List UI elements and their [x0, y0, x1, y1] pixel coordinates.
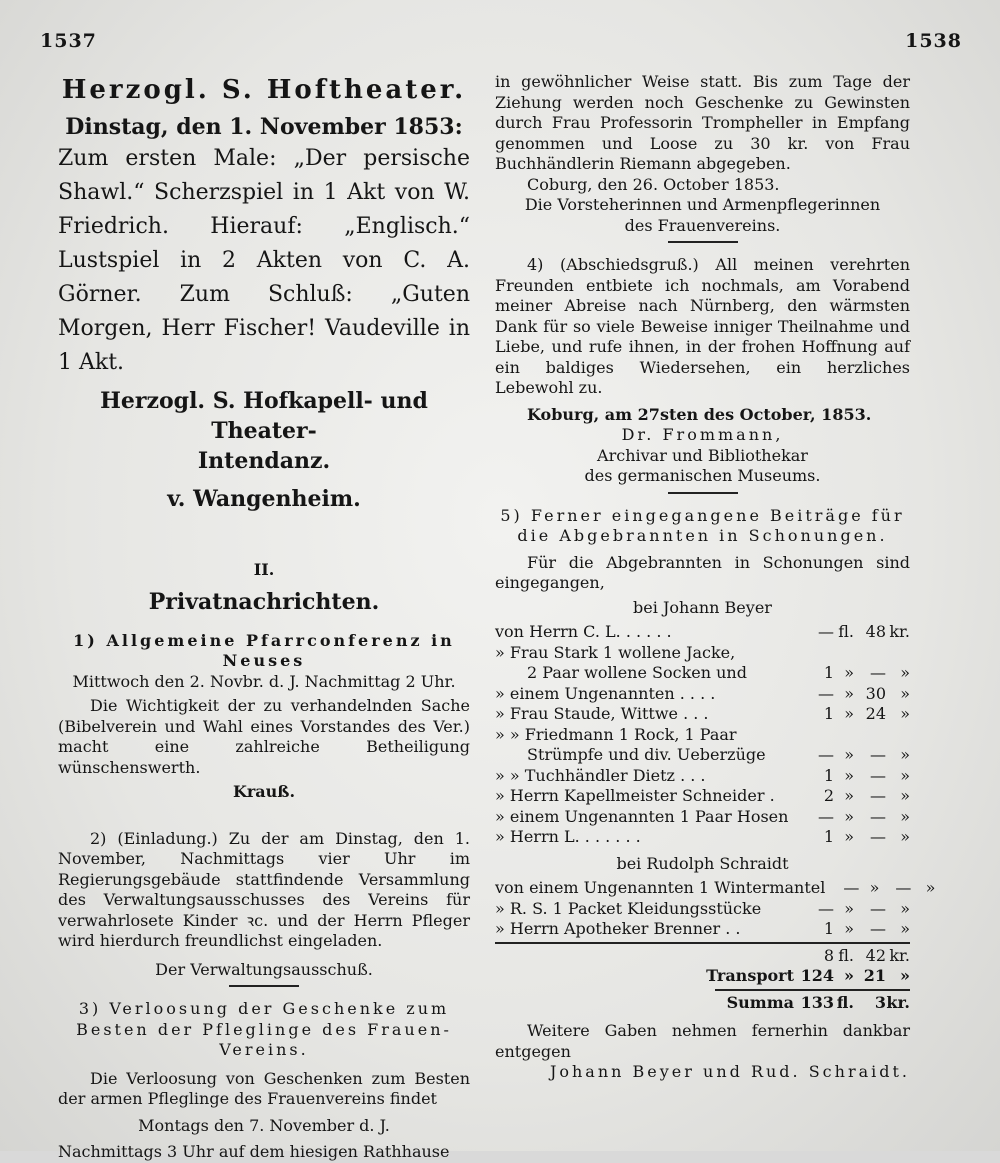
theatre-program: Zum ersten Male: „Der persische Shawl.“ Scherzspiel in 1 Akt von W. Friedrich. Hierauf: „Englisch.“ Lustspiel in 2 Akten von C. A. Görner. Zum Schluß: „Guten Morgen, Herr Fischer! Vaudeville in 1 Akt. — [58, 146, 470, 375]
divider-rule — [229, 985, 299, 987]
donation-row: » Frau Stark 1 wollene Jacke, — [495, 642, 736, 662]
right-column — [495, 72, 936, 1083]
item1-signature: Krauß. — [232, 782, 296, 801]
item2-signature: Der Verwaltungsausschuß. — [155, 959, 373, 979]
donation-row: » R. S. 1 Packet Kleidungsstücke — » — » — [495, 898, 910, 918]
item1-title: 1) Allgemeine Pfarrconferenz in Neuses — [73, 630, 455, 670]
section-title: Privatnachrichten. — [148, 588, 380, 615]
page-number-right: 1538 — [905, 30, 962, 52]
donation-row: » Frau Staude, Wittwe . . . 1 » 24 » — [495, 704, 910, 723]
donation-row: Strümpfe und div. Ueberzüge — » — » — [527, 745, 910, 764]
donation-row: 2 Paar wollene Socken und 1 » — » — [527, 663, 910, 682]
divider-rule — [668, 241, 738, 243]
item3-signature-2: des Frauenvereins. — [624, 215, 781, 235]
left-column — [58, 72, 470, 1163]
item3-text: Die Verloosung von Geschenken zum Besten der armen Pfleglinge des Frauenvereins findet — [58, 1068, 470, 1108]
item3-date: Montags den 7. November d. J. — [138, 1115, 390, 1135]
item3-title: 3) Verloosung der Geschenke zum Besten der Pfleglinge des Frauen-Vereins. — [76, 999, 452, 1059]
closing-text: Weitere Gaben nehmen fernerhin dankbar entgegen — [495, 1021, 910, 1061]
donation-row: » » Friedmann 1 Rock, 1 Paar — [495, 724, 737, 744]
donation-row: von einem Ungenannten 1 Wintermantel — » — » — [495, 878, 936, 897]
intendant-name: v. Wangenheim. — [167, 486, 361, 512]
donation-row: » Herrn Kapellmeister Schneider . 2 » — » — [495, 786, 910, 805]
donation-row: » Herrn L. . . . . . . 1 » — » — [495, 827, 910, 846]
item1-when: Mittwoch den 2. Novbr. d. J. Nachmittag 2 Uhr. — [72, 671, 456, 691]
divider-rule — [668, 492, 738, 494]
transport-row: Transport 124 » 21 » — [706, 966, 910, 985]
item1-text: Die Wichtigkeit der zu verhandelnden Sache (Bibelverein und Wahl eines Vorstandes des Ver.) macht eine zahlreiche Betheiligung wünschenswerth. — [58, 696, 470, 777]
beyer-donation-list — [495, 622, 910, 848]
donation-row: » » Tuchhändler Dietz . . . 1 » — » — [495, 765, 910, 785]
item4-signature-museum: des germanischen Museums. — [584, 466, 821, 485]
schraidt-heading: bei Rudolph Schraidt — [616, 853, 789, 873]
item5-text: Für die Abgebrannten in Schonungen sind eingegangen, — [495, 552, 910, 592]
item4-text: 4) (Abschiedsgruß.) All meinen verehrten Freunden entbiete ich nochmals, am Vorabend meiner Abreise nach Nürnberg, den wärmsten Dank für so viele Beweise inniger Theilnahme und Liebe, und rufe ihnen, in der frohen Hoffnung auf ein baldiges Wiedersehen, ein herzliches Lebewohl zu. — [495, 255, 910, 397]
item2-text: 2) (Einladung.) Zu der am Dinstag, den 1. November, Nachmittags vier Uhr im Regierungsgebäude stattfindende Versammlung des Verwaltungsausschusses des Vereins für verwahrlosete Kinder ꝛc. und der Herrn Pfleger wird hierdurch freundlichst eingeladen. — [58, 828, 470, 950]
schraidt-donation-list — [495, 878, 936, 940]
item3-time: Nachmittags 3 Uhr auf dem hiesigen Rathhause — [58, 1142, 450, 1161]
section-number: II. — [253, 560, 275, 579]
donation-row: von Herrn C. L. . . . . . — fl. 48 kr. — [495, 622, 910, 641]
subtotal-rule — [495, 942, 910, 944]
item4-place-date: Koburg, am 27sten des October, 1853. — [527, 404, 872, 424]
item3-continuation: in gewöhnlicher Weise statt. Bis zum Tage der Ziehung werden noch Geschenke zu Gewinsten durch Frau Professorin Trompheller in Empfang genommen und Loose zu 30 kr. von Frau Buchhändlerin Riemann abgegeben. — [495, 72, 910, 173]
item4-signature-name: Dr. Frommann, — [621, 425, 784, 444]
total-rule — [715, 989, 910, 991]
beyer-heading: bei Johann Beyer — [633, 597, 772, 617]
page-number-left: 1537 — [40, 30, 97, 52]
item3-signature-1: Die Vorsteherinnen und Armenpflegerinnen — [524, 195, 881, 214]
donation-row: » einem Ungenannten . . . . — » 30 » — [495, 683, 910, 703]
donation-row: » Herrn Apotheker Brenner . . 1 » — » — [495, 919, 910, 938]
closing-signature: Johann Beyer und Rud. Schraidt. — [549, 1062, 910, 1081]
theatre-date: Dinstag, den 1. November 1853: — [65, 114, 463, 140]
summa-row: Summa 133 fl. 3 kr. — [726, 992, 910, 1012]
theatre-heading: Herzogl. S. Hoftheater. — [61, 75, 467, 105]
item3-place-date: Coburg, den 26. October 1853. — [527, 174, 780, 194]
subtotal-row: 8 fl. 42 kr. — [823, 945, 910, 965]
item4-signature-title: Archivar und Bibliothekar — [597, 445, 808, 465]
intendant-line-1: Herzogl. S. Hofkapell- und Theater- — [100, 388, 428, 444]
item5-title: 5) Ferner eingegangene Beiträge für die Abgebrannten in Schonungen. — [500, 505, 905, 545]
intendant-line-2: Intendanz. — [197, 448, 331, 474]
donation-row: » einem Ungenannten 1 Paar Hosen — » — » — [495, 806, 910, 826]
